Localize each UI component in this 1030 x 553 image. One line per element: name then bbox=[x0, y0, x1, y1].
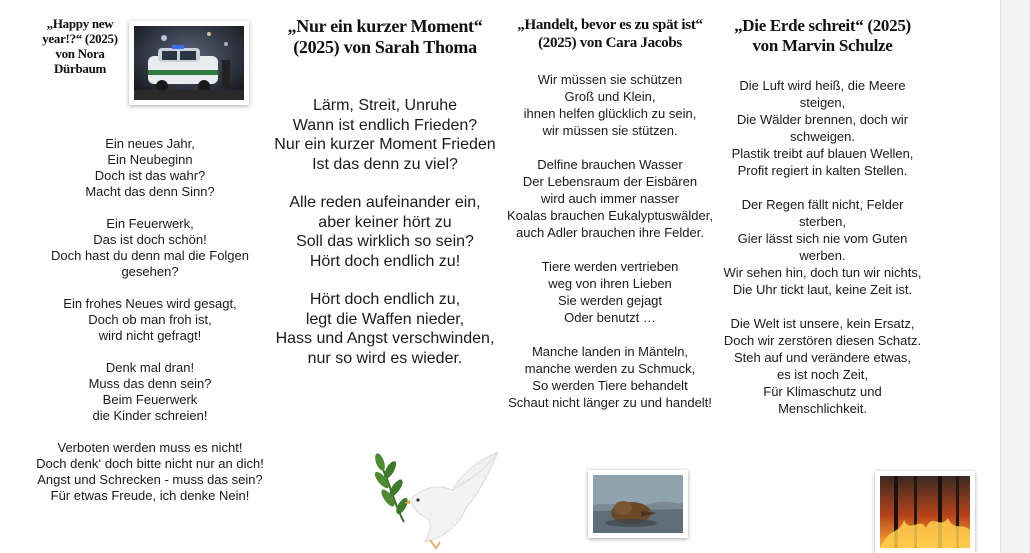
poem-text bbox=[720, 77, 925, 417]
poem-line: wird auch immer nasser bbox=[541, 191, 679, 206]
peace-dove-olive-branch bbox=[370, 440, 510, 553]
poem-text bbox=[30, 136, 270, 504]
poem-line: es ist noch Zeit, bbox=[776, 367, 869, 382]
poem-line: Plastik treibt auf blauen Wellen, bbox=[731, 146, 914, 161]
poem-line: manche werden zu Schmuck, bbox=[524, 361, 696, 376]
stanza bbox=[30, 296, 270, 344]
stanza bbox=[30, 360, 270, 424]
poem-line: Macht das denn Sinn? bbox=[85, 184, 215, 199]
poem-line: So werden Tiere behandelt bbox=[532, 378, 688, 393]
stanza bbox=[270, 193, 500, 271]
poem-line: Doch ob man froh ist, bbox=[88, 312, 212, 327]
stanza bbox=[720, 196, 925, 298]
poem-line: Tiere werden vertrieben bbox=[541, 259, 679, 274]
poem-title: „Nur ein kurzer Moment“ (2025) von Sarah Thoma bbox=[287, 16, 483, 57]
poem-line: Hört doch endlich zu, bbox=[309, 291, 461, 308]
stanza bbox=[720, 77, 925, 179]
poem-line: Ein Feuerwerk, bbox=[106, 216, 194, 231]
poem-line: Doch denk‘ doch bitte nicht nur an dich! bbox=[36, 456, 264, 471]
poem-line: Ein neues Jahr, bbox=[105, 136, 195, 151]
poem-line: Gier lässt sich nie vom Guten werben. bbox=[737, 231, 908, 263]
stanza bbox=[30, 440, 270, 504]
poem-line: Wir müssen sie schützen bbox=[537, 72, 683, 87]
poem-title: „Die Erde schreit“ (2025) von Marvin Schulze bbox=[734, 16, 911, 55]
oil-covered-animal-photo bbox=[588, 470, 688, 538]
poem-line: Für etwas Freude, ich denke Nein! bbox=[50, 488, 250, 503]
stanza bbox=[30, 136, 270, 200]
poem-line: Alle reden aufeinander ein, bbox=[289, 194, 481, 211]
stanza bbox=[270, 290, 500, 368]
forest-fire-photo bbox=[875, 471, 975, 553]
poem-text bbox=[505, 71, 715, 411]
poem-line: Doch ist das wahr? bbox=[94, 168, 206, 183]
stanza bbox=[505, 71, 715, 139]
poem-title: „Handelt, bevor es zu spät ist“ (2025) von Cara Jacobs bbox=[517, 17, 703, 51]
poem-title: „Happy new year!?“ (2025) von Nora Dürbaum bbox=[42, 16, 118, 76]
poem-line: legt die Waffen nieder, bbox=[305, 310, 465, 328]
poem-line: weg von ihren Lieben bbox=[548, 276, 672, 291]
poem-line: Profit regiert in kalten Stellen. bbox=[737, 163, 908, 178]
poem-line: Soll das wirklich so sein? bbox=[296, 233, 474, 250]
poem-line: Steh auf und verändere etwas, bbox=[733, 350, 912, 365]
poem-line: Angst und Schrecken - muss das sein? bbox=[37, 472, 263, 487]
poem-line: Lärm, Streit, Unruhe bbox=[312, 97, 458, 114]
poem-line: Sie werden gejagt bbox=[557, 293, 663, 308]
stanza bbox=[505, 156, 715, 241]
poem-line: Wann ist endlich Frieden? bbox=[292, 116, 478, 134]
poem-line: Wir sehen hin, doch tun wir nichts, bbox=[723, 265, 922, 280]
stanza bbox=[720, 315, 925, 417]
poem-line: Koalas brauchen Eukalyptuswälder, bbox=[507, 208, 713, 223]
poem-line: Verboten werden muss es nicht! bbox=[57, 440, 243, 455]
stanza bbox=[270, 96, 500, 174]
poem-line: Groß und Klein, bbox=[564, 89, 656, 104]
poem-line: die Kinder schreien! bbox=[92, 408, 208, 423]
poem-line: Ein frohes Neues wird gesagt, bbox=[63, 296, 237, 311]
poem-line: Delfine brauchen Wasser bbox=[537, 157, 683, 172]
stanza bbox=[505, 343, 715, 411]
poem-line: Ist das denn zu viel? bbox=[312, 155, 458, 173]
poem-line: Schaut nicht länger zu und handelt! bbox=[508, 395, 712, 410]
poem-line: Ein Neubeginn bbox=[107, 152, 193, 167]
poem-line: ihnen helfen glücklich zu sein, bbox=[523, 106, 697, 121]
poem-line: Die Luft wird heiß, die Meere steigen, bbox=[739, 78, 906, 110]
poem-line: Die Welt ist unsere, kein Ersatz, bbox=[730, 316, 915, 331]
poem-line: Die Wälder brennen, doch wir schweigen. bbox=[736, 112, 909, 144]
poem-line: nur so wird es wieder. bbox=[307, 349, 463, 367]
stanza bbox=[30, 216, 270, 280]
poem-line: Manche landen in Mänteln, bbox=[531, 344, 689, 359]
stanza bbox=[505, 258, 715, 326]
poem-line: Oder benutzt … bbox=[564, 310, 656, 325]
poem-line: aber keiner hört zu bbox=[318, 213, 452, 231]
poem-line: Hört doch endlich zu! bbox=[309, 252, 461, 270]
poem-line: wir müssen sie stützen. bbox=[542, 123, 678, 138]
poem-line: Der Lebensraum der Eisbären bbox=[522, 174, 698, 189]
police-car-fireworks-photo bbox=[129, 21, 249, 105]
poem-line: Doch hast du denn mal die Folgen gesehen? bbox=[50, 248, 249, 279]
poem-line: Der Regen fällt nicht, Felder sterben, bbox=[741, 197, 904, 229]
poem-line: Beim Feuerwerk bbox=[102, 392, 198, 407]
poem-text bbox=[270, 96, 500, 368]
poem-line: Doch wir zerstören diesen Schatz. bbox=[723, 333, 922, 348]
poem-line: Das ist doch schön! bbox=[93, 232, 207, 247]
poem-line: Nur ein kurzer Moment Frieden bbox=[274, 136, 496, 153]
vertical-scrollbar[interactable] bbox=[1000, 0, 1030, 553]
poem-line: Hass und Angst verschwinden, bbox=[275, 330, 495, 347]
poem-line: wird nicht gefragt! bbox=[98, 328, 202, 343]
poem-line: Muss das denn sein? bbox=[88, 376, 212, 391]
poem-line: Denk mal dran! bbox=[105, 360, 195, 375]
poem-line: auch Adler brauchen ihre Felder. bbox=[516, 225, 704, 240]
poem-line: Die Uhr tickt laut, keine Zeit ist. bbox=[732, 282, 913, 297]
poem-line: Für Klimaschutz und Menschlichkeit. bbox=[763, 384, 882, 416]
